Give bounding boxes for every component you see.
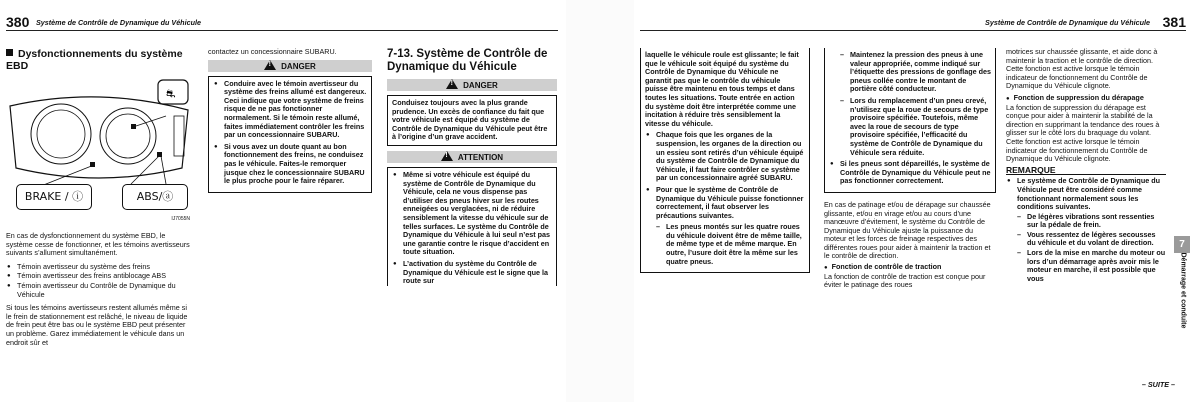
header-rule-right xyxy=(640,30,1186,31)
dash-item: – Lors du remplacement d’un pneu crevé, n’utilisez que la roue de secours de type provisoire spécifiée. Toutefois, même avec la roue de secours de type provisoire spécifiée, l’efficacité du système de Contrôle de Dynamique du Véhicule sera réduite. xyxy=(839,97,991,157)
dash-item: – De légères vibrations sont ressenties sur la pédale de frein. xyxy=(1016,213,1166,230)
skid-text: La fonction de suppression du dérapage est conçue pour aider à maintenir la stabilité de la direction en supprimant la tendance des roues à glisser sur le côté lors du braquage du volant. Cette fonction est active lorsque le témoin indicateur de fonctionnement du Contrôle de Dynamique du Véhicule clignote. xyxy=(1006,102,1160,164)
list-item: ● Pour que le système de Contrôle de Dynamique du Véhicule puisse fonctionner correctement, il faut observer les précautions suivantes. xyxy=(645,186,805,220)
dash-item: – Maintenez la pression des pneus à une valeur appropriée, comme indiqué sur l’étiquette des pressions de gonflage des pneus collée contre le montant de portière côté conducteur. xyxy=(839,51,991,94)
contact-dealer-text: contactez un concessionnaire SUBARU. xyxy=(208,47,337,56)
running-title-right: Système de Contrôle de Dynamique du Véhicule xyxy=(985,18,1150,27)
ebd-paragraph-2: Si tous les témoins avertisseurs restent allumés même si le frein de stationnement est relâché, le niveau de liquide de frein peut être bas ou le système EBD peut présenter un problème. Garez immédiatement le véhicule dans un endroit sûr et xyxy=(6,303,188,347)
running-title-left: Système de Contrôle de Dynamique du Véhicule xyxy=(36,18,201,27)
attention-continuation: laquelle le véhicule roule est glissante; le fait que le véhicule soit équipé du système du Contrôle de Dynamique du Véhicule ne garantit pas que le contrôle du véhicule puisse être maintenu en tous temps et dans toutes les situations. Toute entrée en action du système doit être interprétée comme une incitation à réduire très sensiblement la vitesse du véhicule. xyxy=(645,50,799,128)
abs-warning-lamp: ABS/ⓐ xyxy=(122,184,188,210)
danger-header: ! DANGER xyxy=(208,60,372,72)
figure-code: IJ7055N xyxy=(171,216,190,223)
skid-subhead: ● Fonction de suppression du dérapage xyxy=(1006,94,1166,104)
dash-item: – Les pneus montés sur les quatre roues du véhicule doivent être de même taille, de même type et de même marque. En outre, l’usure doit être la même sur les quatre pneus. xyxy=(655,223,805,266)
list-item: ● Témoin avertisseur du système des freins xyxy=(6,263,194,272)
vdc-paragraph: En cas de patinage et/ou de dérapage sur chaussée glissante, et/ou en virage et/ou au cours d’une manœuvre d’évitement, le système du Contrôle de Dynamique du Véhicule ajuste la puissance du moteur et les forces de freinage respectives des différentes roues pour aider à maintenir la traction et le contrôle de direction. xyxy=(824,199,991,261)
remarque-block xyxy=(1006,177,1166,283)
warning-triangle-icon: ! xyxy=(441,151,453,161)
header-rule-left xyxy=(6,30,558,31)
brake-warning-lamp: BRAKE / ⓘ xyxy=(16,184,92,210)
traction-text: La fonction de contrôle de traction est conçue pour éviter le patinage des roues xyxy=(824,271,986,290)
list-item: ● L’activation du système du Contrôle de Dynamique du Véhicule est le signe que la route sur xyxy=(392,260,552,286)
attention-box-continued-2 xyxy=(824,48,996,193)
remarque-heading: REMARQUE xyxy=(1006,166,1166,176)
warning-triangle-icon: ! xyxy=(264,60,276,70)
brake-circle-icon: ⓘ xyxy=(72,190,84,203)
section-title: 7-13. Système de Contrôle de Dynamique du Véhicule xyxy=(387,48,548,73)
danger-box-brakes xyxy=(208,76,372,193)
right-page xyxy=(634,0,1200,402)
danger-box-vdc: Conduisez toujours avec la plus grande prudence. Un excès de confiance du fait que votre véhicule est équipé du système de Contrôle de Dynamique du Véhicule peut être à l’origine d’un grave accident. xyxy=(387,95,557,146)
list-item: ● Même si votre véhicule est équipé du système de Contrôle de Dynamique du Véhicule, cela ne vous dispense pas d’utiliser des pneus hiver sur les routes enneigées ou verglacées, ni de réduire sensiblement la vitesse du véhicule sur de telles surfaces. Le système du Contrôle de Dynamique du Véhicule à lui seul n’est pas une garantie contre le risque d’accident en toute situation. xyxy=(392,171,552,257)
right-col-3 xyxy=(1006,48,1166,284)
page-number-right: 381 xyxy=(1162,14,1186,30)
abs-circle-icon: ⓐ xyxy=(162,190,174,203)
chapter-tab-label: Démarrage et conduite xyxy=(1179,252,1187,329)
danger-header: ! DANGER xyxy=(387,79,557,91)
right-col-1 xyxy=(640,48,810,273)
list-item: ● Si vous avez un doute quant au bon fonctionnement des freins, ne conduisez pas le véhicule. Faites-le remorquer jusque chez le concessionnaire SUBARU le plus proche pour le faire réparer. xyxy=(213,143,367,186)
traction-subhead: ● Fonction de contrôle de traction xyxy=(824,263,996,273)
dash-item: – Vous ressentez de légères secousses du véhicule et du volant de direction. xyxy=(1016,231,1166,248)
list-item: ● Témoin avertisseur des freins antiblocage ABS xyxy=(6,272,194,281)
chapter-tab: 7 xyxy=(1174,236,1190,253)
left-col-2 xyxy=(208,48,372,193)
list-item: ● Témoin avertisseur du Contrôle de Dynamique du Véhicule xyxy=(6,282,194,299)
left-col-1 xyxy=(6,48,194,352)
attention-box-continued xyxy=(640,48,810,273)
attention-box xyxy=(387,167,557,286)
list-item: ● Conduire avec le témoin avertisseur du système des freins allumé est dangereux. Ceci indique que votre système de freins risque de ne pas fonctionner normalement. Si le témoin reste allumé, faites immédiatement contrôler les freins par un concessionnaire SUBARU. xyxy=(213,80,367,140)
dashboard-figure xyxy=(6,76,192,226)
continued-marker: – SUITE – xyxy=(1141,380,1175,389)
page-number-left: 380 xyxy=(6,14,30,30)
ebd-bullets xyxy=(6,263,194,299)
right-col-2 xyxy=(824,48,996,295)
attention-header: ! ATTENTION xyxy=(387,151,557,163)
warning-triangle-icon: ! xyxy=(446,79,458,89)
list-item: ● Chaque fois que les organes de la suspension, les organes de la direction ou un essieu sont retirés d’un véhicule équipé du système de Contrôle de Dynamique du Véhicule, il faut faire contrôler ce système par un concessionnaire agréé SUBARU. xyxy=(645,131,805,183)
page-gutter xyxy=(566,0,634,402)
ebd-paragraph-1: En cas de dysfonctionnement du système EBD, le système cesse de fonctionner, et les témoins avertisseurs suivants s’allument simultanément. xyxy=(6,231,190,258)
list-item: ● Le système de Contrôle de Dynamique du Véhicule peut être considéré comme fonctionnant normalement sous les conditions suivantes. xyxy=(1006,177,1166,211)
left-col-3 xyxy=(387,48,557,289)
left-page xyxy=(0,0,566,402)
traction-continued: motrices sur chaussée glissante, et aide donc à maintenir la traction et le contrôle de direction. Cette fonction est active lorsque le témoin indicateur de fonctionnement du Contrôle de Dynamique du Véhicule clignote. xyxy=(1006,47,1158,91)
svg-text:⛐: ⛐ xyxy=(166,87,176,100)
dash-item: – Lors de la mise en marche du moteur ou lors d’un démarrage après avoir mis le moteur en marche, il est possible que vous xyxy=(1016,249,1166,283)
list-item: ● Si les pneus sont dépareillés, le système de Contrôle de Dynamique du Véhicule peut ne pas fonctionner correctement. xyxy=(829,160,991,186)
ebd-heading: Dysfonctionnements du système EBD xyxy=(6,48,183,72)
